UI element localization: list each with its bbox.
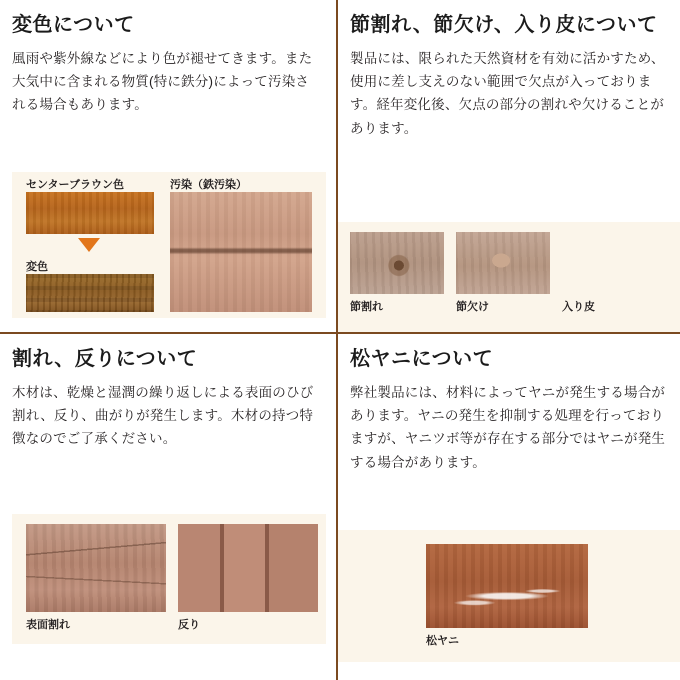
wood-photo-icon [170,192,312,312]
figure-caption: センターブラウン色 [26,179,125,191]
section-discoloration [0,0,338,334]
figure-panel [12,514,326,644]
figure-panel [338,530,680,662]
figure-caption: 反り [178,619,200,631]
wood-photo-icon [26,524,166,612]
wood-photo-icon [456,232,550,294]
wood-swatch-icon [26,192,154,234]
figure-panel [12,172,326,318]
section-cracks-warp [0,334,338,680]
section-title: 変色について [12,14,135,36]
wood-photo-icon [426,544,588,628]
wood-photo-icon [350,232,444,294]
figure-caption: 汚染（鉄汚染） [170,179,247,191]
section-body: 製品には、限られた天然資材を有効に活かすため、使用に差し支えのない範囲で欠点が入っております。経年変化後、欠点の部分の割れや欠けることがあります。 [350,51,665,136]
figure-panel [338,222,680,334]
section-body: 弊社製品には、材料によってヤニが発生する場合があります。ヤニの発生を抑制する処理を行っておりますが、ヤニツボ等が存在する部分ではヤニが発生する場合があります。 [350,385,666,470]
down-arrow-icon [78,238,100,252]
section-pine-resin [338,334,680,680]
section-title: 節割れ、節欠け、入り皮について [350,14,658,36]
section-body: 風雨や紫外線などにより色が褪せてきます。また大気中に含まれる物質(特に鉄分)によって汚染される場合もあります。 [12,51,313,113]
section-title: 松ヤニについて [350,348,494,370]
wood-swatch-icon [26,274,154,312]
figure-caption: 表面割れ [26,619,70,631]
figure-caption: 節割れ [350,301,383,313]
figure-caption: 入り皮 [562,301,595,313]
wood-photo-icon [562,232,656,294]
section-knots [338,0,680,334]
section-title: 割れ、反りについて [12,348,198,370]
figure-caption: 変色 [26,261,48,273]
section-body: 木材は、乾燥と湿潤の繰り返しによる表面のひび割れ、反り、曲がりが発生します。木材の持つ特徴なのでご了承ください。 [12,385,314,447]
wood-photo-icon [178,524,318,612]
figure-caption: 松ヤニ [426,635,459,647]
figure-caption: 節欠け [456,301,489,313]
